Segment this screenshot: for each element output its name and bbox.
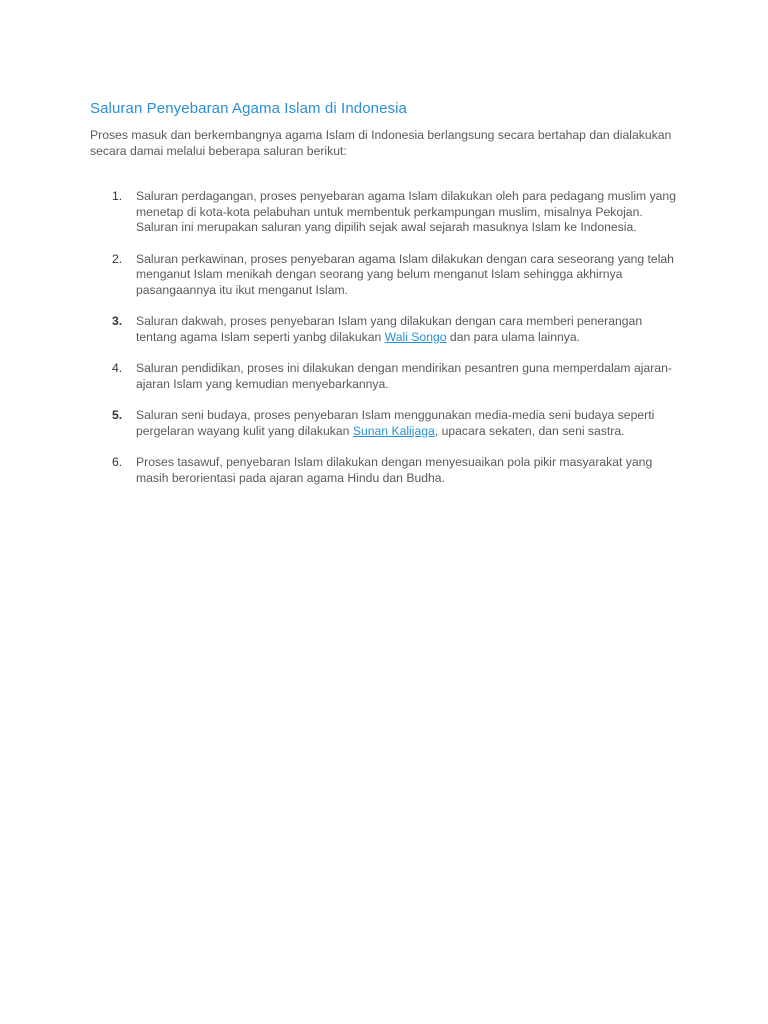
list-item-text-after: dan para ulama lainnya.: [446, 329, 581, 344]
list-number: 6.: [112, 455, 123, 469]
list-item-text-before: Saluran dakwah, proses penyebaran Islam yang dilakukan dengan cara memberi penerangan tentang agama Islam seperti yanbg dilakukan: [136, 314, 643, 344]
list-number: 4.: [112, 361, 123, 375]
list-number: 3.: [112, 314, 123, 328]
list-item-6: [90, 455, 680, 486]
list-item-text-after: , upacara sekaten, dan seni sastra.: [434, 423, 625, 438]
list-item-5: [90, 408, 680, 439]
document-page: [90, 100, 680, 502]
list-item-text-before: Saluran seni budaya, proses penyebaran Islam menggunakan media-media seni budaya seperti pergelaran wayang kulit yang dilakukan: [136, 408, 655, 438]
channel-list: [90, 189, 680, 486]
list-item-1: [90, 189, 680, 236]
sunan-kalijaga-link[interactable]: Sunan Kalijaga: [352, 423, 435, 438]
document-title: Saluran Penyebaran Agama Islam di Indonesia: [90, 100, 407, 117]
list-number: 5.: [112, 408, 123, 422]
list-number: 1.: [112, 189, 123, 203]
list-item-3: [90, 314, 680, 345]
list-item-2: [90, 252, 680, 299]
wali-songo-link[interactable]: Wali Songo: [384, 329, 447, 344]
intro-paragraph: Proses masuk dan berkembangnya agama Islam di Indonesia berlangsung secara bertahap dan dialakukan secara damai melalui beberapa saluran berikut:: [90, 128, 672, 158]
list-item-text: Saluran pendidikan, proses ini dilakukan dengan mendirikan pesantren guna memperdalam ajaran-ajaran Islam yang kemudian menyebarkannya.: [136, 361, 672, 391]
list-item-text: Saluran perkawinan, proses penyebaran agama Islam dilakukan dengan cara seseorang yang telah menganut Islam menikah dengan seorang yang belum menganut Islam sehingga akhirnya pasangaannya itu ikut menganut Islam.: [136, 251, 674, 297]
list-item-text: Proses tasawuf, penyebaran Islam dilakukan dengan menyesuaikan pola pikir masyarakat yang masih berorientasi pada ajaran agama Hindu dan Budha.: [136, 455, 653, 485]
list-item-4: [90, 361, 680, 392]
list-item-text: Saluran perdagangan, proses penyebaran agama Islam dilakukan oleh para pedagang muslim yang menetap di kota-kota pelabuhan untuk membentuk perkampungan muslim, misalnya Pekojan. Saluran ini merupakan saluran yang dipilih sejak awal sejarah masuknya Islam ke Indonesia.: [136, 189, 676, 234]
list-number: 2.: [112, 251, 123, 266]
